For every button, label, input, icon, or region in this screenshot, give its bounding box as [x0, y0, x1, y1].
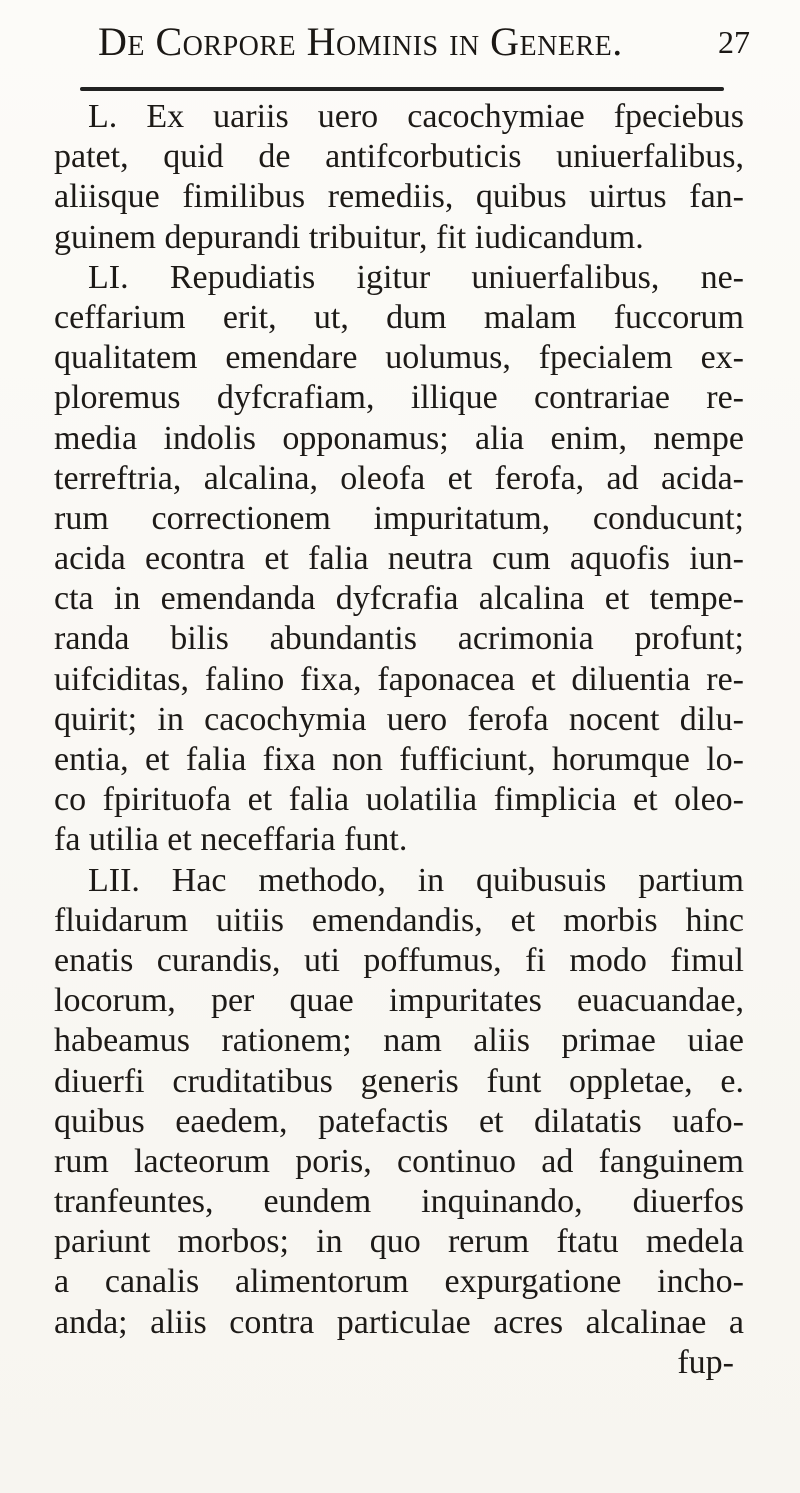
text-line: habeamus rationem; nam aliis primae uiae [54, 1022, 744, 1060]
text-line: terreftria, alcalina, oleofa et ferofa, ad acida- [54, 459, 744, 497]
text-line: tranfeuntes, eundem inquinando, diuerfos [54, 1183, 744, 1221]
text-line: fa utilia et neceffaria funt. [54, 821, 408, 859]
text-line: cta in emendanda dyfcrafia alcalina et tempe- [54, 580, 744, 618]
text-line: LI. Repudiatis igitur uniuerfalibus, ne- [88, 258, 744, 296]
text-line: anda; aliis contra particulae acres alcalinae a [54, 1303, 744, 1341]
text-line: entia, et falia fixa non fufficiunt, horumque lo- [54, 741, 744, 778]
text-line: ploremus dyfcrafiam, illique contrariae re- [54, 379, 744, 417]
text-line: L. Ex uariis uero cacochymiae fpeciebus [88, 98, 744, 135]
text-line: a canalis alimentorum expurgatione incho- [54, 1263, 744, 1301]
text-line: uifciditas, falino fixa, faponacea et diluentia re- [54, 660, 744, 698]
running-head [0, 14, 800, 74]
text-line: acida econtra et falia neutra cum aquofis iun- [54, 540, 744, 578]
text-line: patet, quid de antifcorbuticis uniuerfalibus, [54, 138, 744, 176]
running-head-title: De Corpore Hominis in Genere. [98, 19, 623, 64]
text-line: fup- [677, 1343, 734, 1381]
text-line: quirit; in cacochymia uero ferofa nocent dilu- [54, 700, 744, 738]
body-text [54, 97, 744, 1383]
text-line: co fpirituofa et falia uolatilia fimplicia et oleo- [54, 781, 744, 819]
text-line: qualitatem emendare uolumus, fpecialem ex- [54, 339, 744, 377]
text-line: pariunt morbos; in quo rerum ftatu medela [54, 1223, 744, 1261]
text-line: media indolis opponamus; alia enim, nempe [54, 419, 744, 457]
text-line: rum correctionem impuritatum, conducunt; [54, 499, 744, 537]
text-line: fluidarum uitiis emendandis, et morbis hinc [54, 901, 744, 939]
text-line: enatis curandis, uti poffumus, fi modo fimul [54, 941, 744, 979]
header-rule [80, 87, 724, 91]
text-line: guinem depurandi tribuitur, fit iudicandum. [54, 218, 644, 256]
text-line: rum lacteorum poris, continuo ad fanguinem [54, 1142, 744, 1180]
text-line: quibus eaedem, patefactis et dilatatis uafo- [54, 1102, 744, 1140]
text-line: ceffarium erit, ut, dum malam fuccorum [54, 298, 744, 336]
page-number: 27 [718, 24, 750, 60]
text-line: locorum, per quae impuritates euacuandae, [54, 982, 744, 1020]
text-line: randa bilis abundantis acrimonia profunt; [54, 620, 744, 658]
text-line: LII. Hac methodo, in quibusuis partium [88, 861, 744, 899]
text-line: diuerfi cruditatibus generis funt oppletae, e. [54, 1062, 744, 1100]
text-line: aliisque fimilibus remediis, quibus uirtus fan- [54, 178, 744, 216]
